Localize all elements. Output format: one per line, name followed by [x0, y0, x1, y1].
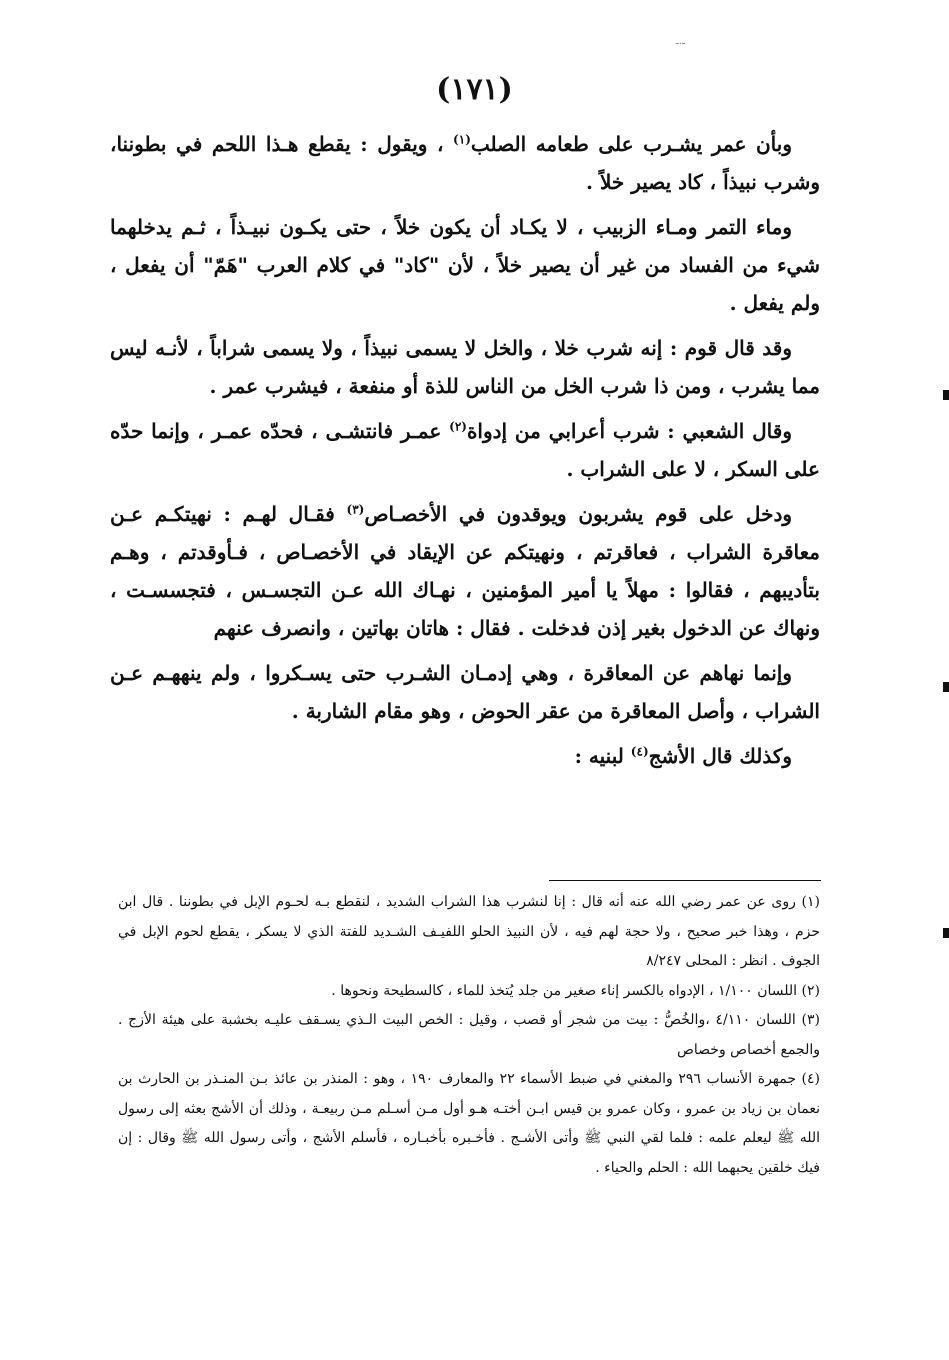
footnote-ref: (١) [453, 132, 471, 147]
footnote-ref: (٢) [449, 419, 467, 434]
paragraph: وقد قال قوم : إنه شرب خلا ، والخل لا يسمى نبيذاً ، ولا يسمى شراباً ، لأنـه ليس مما يشرب ، ومن ذا شرب الخل من الناس للذة أو منفعة ، فيشرب عمر . [110, 336, 820, 398]
footnote: (٢) اللسان ١/١٠٠ ، الإدواه بالكسر إناء صغير من جلد يُتخذ للماء ، كالسطيحة ونحوها . [331, 982, 820, 999]
paragraph: وماء التمر ومـاء الزبيب ، لا يكـاد أن يكون خلاً ، حتى يكـون نبيـذاً ، ثـم يدخلهما شيء من الفساد من غير أن يصير خلاً ، لأن "كاد" في كلام العرب "هَمّ" أن يفعل ، ولم يفعل . [110, 215, 820, 315]
paragraph-text: وبأن عمر يشـرب على طعامه الصلب [470, 132, 793, 156]
paragraph [110, 412, 820, 488]
paragraph [110, 495, 820, 647]
paragraph [110, 737, 820, 775]
paragraph-text: وكذلك قال الأشج [648, 744, 792, 768]
footnote-ref: (٤) [630, 744, 649, 759]
top-speck: ـ.ـ [676, 36, 686, 47]
paragraph-text: ، ويقول : يقطع هـذا اللحم في بطوننا، وشرب نبيذاً ، كاد يصير خلاً . [110, 132, 820, 194]
footnote: (١) روى عن عمر رضي الله عنه أنه قال : إنا لنشرب هذا الشراب الشديد ، لنقطع بـه لحـوم الإبل في بطوننا . قال ابن حزم ، وهذا خبر صحيح ، ولا حجة لهم فيه ، لأن النبيذ الحلو اللفيـف الشـديد للفتة الذي لا يسكر ، يقطع لحوم الإبل في الجوف . انظر : المحلى ٨/٢٤٧ [118, 894, 820, 969]
footnote: (٤) جمهرة الأنساب ٢٩٦ والمغني في ضبط الأسماء ٢٢ والمعارف ١٩٠ ، وهو : المنذر بن عائذ بـن المنـذر بن الحارث بن نعمان بن زياد بن عمرو ، وكان عمرو بن قيس ابـن أختـه هـو أول مـن أسـلم مـن ربيعـة ، وذلك أن الأشج بعثه إلى رسول الله ﷺ ليعلم علمه : فلما لقي النبي ﷺ وأتى الأشـج . فأخـبره بأخبـاره ، فأسلم الأشج ، وأتى رسول الله ﷺ وقال : إن فيك خلقين يحبهما الله : الحلم والحياء . [118, 1071, 821, 1176]
paragraph-text: فقـال لهـم : نهيتكـم عـن معاقرة الشراب ، فعاقرتم ، ونهيتكم عن الإيقاد في الأخصـاص ، فـأوقدتم ، وهـم بتأديبهم ، فقالوا : مهلاً يا أمير المؤمنين ، نهـاك الله عـن التجسـس ، فتجسسـت ، ونهاك عن الدخول بغير إذن فدخلت . فقال : هاتان بهاتين ، وانصرف عنهم [110, 502, 820, 640]
paragraph: وإنما نهاهم عن المعاقرة ، وهي إدمـان الشـرب حتى يسـكروا ، ولم ينههـم عـن الشراب ، وأصل المعاقرة من عقر الحوض ، وهو مقام الشاربة . [110, 661, 820, 723]
paragraph [110, 125, 820, 201]
paragraph-text: عمـر فانتشـى ، فحدّه عمـر ، وإنما حدّه على السكر ، لا على الشراب . [110, 419, 820, 481]
paragraph-text: لبنيه : [574, 744, 631, 768]
footnotes [118, 888, 820, 1183]
page-number: (١٧١) [436, 72, 513, 107]
edge-mark [943, 928, 949, 938]
paragraph-text: ودخل على قوم يشربون ويوقدون في الأخصـاص [364, 502, 793, 526]
footnote: (٣) اللسان ٤/١١٠ ،والخُصُّ : بيت من شجر أو قصب ، وقيل : الخص البيت الـذي يسـقف عليـه بخشبة على هيئة الأزج . والجمع أخصاص وخصاص [118, 1012, 820, 1058]
edge-mark [943, 682, 949, 692]
footnote-ref: (٣) [346, 502, 365, 517]
footnote-divider [549, 880, 821, 881]
paragraph-text: وقال الشعبي : شرب أعرابي من إدواة [466, 419, 792, 443]
main-text [110, 125, 820, 782]
edge-mark [943, 390, 949, 400]
